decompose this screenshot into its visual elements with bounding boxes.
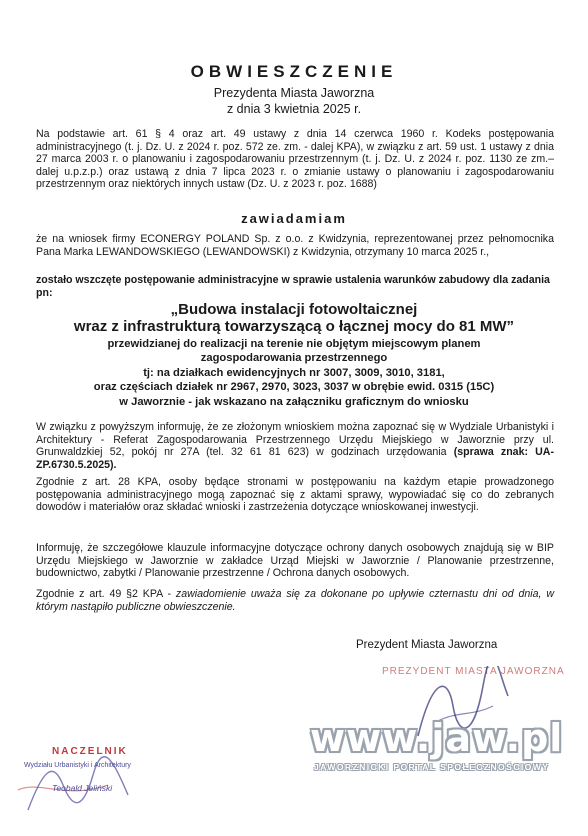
issue-date: z dnia 3 kwietnia 2025 r. [226,102,362,116]
president-stamp: PREZYDENT MIASTA JAWORZNA [382,666,565,677]
notification-rule: zawiadomienie uważa się za dokonane po upływie czternastu dni od dnia, w którym nastąpiło publiczne obwieszczenie. [36,588,554,613]
issuer: Prezydenta Miasta Jaworzna [213,86,375,100]
application-paragraph: że na wniosek firmy ECONERGY POLAND Sp. z o.o. z Kwidzynia, reprezentowanej przez pełnomocnika Pana Marka LEWANDOWSKIEGO (LEWANDOWSKI) z Kwidzynia, otrzymany 10 marca 2025 r., [36,233,554,258]
notification-basis: Zgodnie z art. 49 §2 KPA - [36,588,176,600]
notice-heading: zawiadamiam [241,211,347,226]
legal-basis-paragraph: Na podstawie art. 61 § 4 oraz art. 49 ustawy z dnia 14 czerwca 1960 r. Kodeks postępowania administracyjnego (t. j. Dz. U. z 2024 r. poz. 572 ze. zm. - dalej KPA), w związku z art. 59 ust. 1 ustawy z dnia 27 marca 2003 r. o planowaniu i zagospodarowaniu przestrzennym (t. j. Dz. U. z 2024 r. poz. 1130 ze zm.– dalej u.p.z.p.) oraz ustawą z dnia 7 lipca 2023 r. o zmianie ustawy o planowaniu i zagospodarowaniu przestrzennym oraz niektórych innych ustaw (Dz. U. z 2023 r. poz. 1688) [36,128,554,191]
naczelnik-stamp-name: Teobald Jeliński [52,783,113,793]
data-protection-paragraph: Informuję, że szczegółowe klauzule informacyjne dotyczące ochrony danych osobowych znajdują się w BIP Urzędu Miejskiego w Jaworznie w zakładce Urząd Miejski w Jaworznie / Planowanie przestrzenne, budownictwo, zabytki / Planowanie przestrzenne / Ochrona danych osobowych. [36,542,554,580]
inspection-paragraph [36,421,554,471]
signatory-title: Prezydent Miasta Jaworzna [356,639,498,651]
watermark-tagline: JAWORZNICKI PORTAL SPOŁECZNOŚCIOWY [314,762,550,772]
watermark-logo: www.jaw.pl [310,716,564,760]
project-detail-line: tj: na działkach ewidencyjnych nr 3007, 3009, 3010, 3181, [143,367,445,379]
document-title: OBWIESZCZENIE [190,62,398,81]
project-detail-line: w Jaworznie - jak wskazano na załączniku graficznym do wniosku [119,396,469,408]
inspection-text: W związku z powyższym informuję, że ze złożonym wnioskiem można zapoznać się w Wydziale Urbanistyki i Architektury - Referat Zagospodarowania Przestrzennego Urzędu Miejskiego w Jaworznie przy ul. Grunwaldzkiej 52, pokój nr 27A (tel. 32 61 81 623) w godzinach urzędowania [36,421,554,459]
project-detail-line: zagospodarowania przestrzennego [200,352,388,364]
proceedings-statement: zostało wszczęte postępowanie administracyjne w sprawie ustalenia warunków zabudowy dla zadania pn: [36,274,550,299]
case-reference: (sprawa znak: UA-ZP.6730.5.2025). [36,446,554,471]
project-title-line2: wraz z infrastrukturą towarzyszącą o łącznej mocy do 81 MW” [73,318,515,335]
project-title-line1: „Budowa instalacji fotowoltaicznej [170,301,418,318]
naczelnik-stamp-department: Wydziału Urbanistyki i Architektury [24,762,131,769]
project-detail-line: oraz częściach działek nr 2967, 2970, 3023, 3037 w obrębie ewid. 0315 (15C) [93,381,495,393]
notification-paragraph [36,588,554,613]
project-detail-line: przewidzianej do realizacji na terenie nie objętym miejscowym planem [107,338,481,350]
parties-rights-paragraph: Zgodnie z art. 28 KPA, osoby będące stronami w postępowaniu na każdym etapie prowadzonego postępowania administracyjnego mogą zapoznać się z aktami sprawy, wypowiadać się co do zebranych dowodów i materiałów oraz składać wnioski i zastrzeżenia dotyczące wnioskowanej inwestycji. [36,476,554,514]
naczelnik-stamp-title: NACZELNIK [52,746,128,757]
